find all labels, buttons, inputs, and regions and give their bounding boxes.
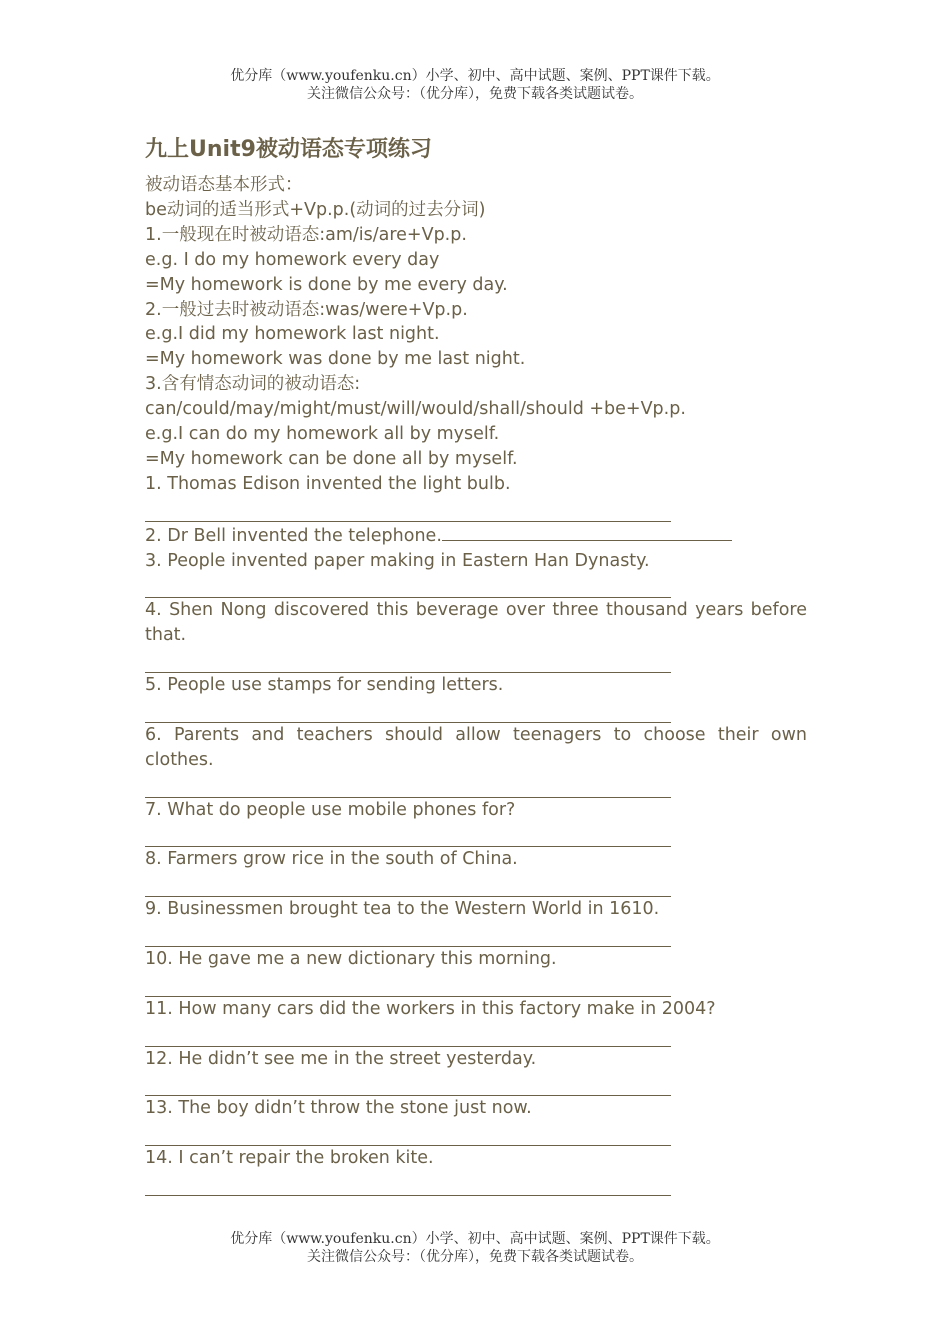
question-7: 7. What do people use mobile phones for? <box>145 799 516 820</box>
grammar-line: can/could/may/might/must/will/would/shall/should +be+Vp.p. <box>145 399 686 420</box>
footer-line-2: 关注微信公众号：（优分库），免费下载各类试题试卷。 <box>307 1249 643 1265</box>
answer-line-10[interactable] <box>145 972 671 997</box>
question-12: 12. He didn’t see me in the street yesterday. <box>145 1048 537 1069</box>
question-5: 5. People use stamps for sending letters. <box>145 675 504 696</box>
question-10: 10. He gave me a new dictionary this morning. <box>145 948 557 969</box>
question-6: 6. Parents and teachers should allow teenagers to choose their own clothes. <box>145 724 807 770</box>
answer-line-2[interactable] <box>442 522 732 541</box>
grammar-line: be动词的适当形式+Vp.p.(动词的过去分词) <box>145 199 486 220</box>
grammar-line: e.g.I did my homework last night. <box>145 324 440 345</box>
grammar-line: =My homework can be done all by myself. <box>145 448 518 469</box>
question-9: 9. Businessmen brought tea to the Western World in 1610. <box>145 899 660 920</box>
grammar-line: 3.含有情态动词的被动语态: <box>145 374 361 395</box>
header-line-2: 关注微信公众号：（优分库），免费下载各类试题试卷。 <box>307 86 643 102</box>
answer-line-4[interactable] <box>145 648 671 673</box>
grammar-line: 被动语态基本形式： <box>145 175 303 195</box>
question-14: 14. I can’t repair the broken kite. <box>145 1148 434 1169</box>
answer-line-7[interactable] <box>145 822 671 847</box>
answer-line-11[interactable] <box>145 1022 671 1047</box>
answer-line-12[interactable] <box>145 1071 671 1096</box>
grammar-line: e.g. I do my homework every day <box>145 249 440 270</box>
header-line-1: 优分库（www.youfenku.cn）小学、初中、高中试题、案例、PPT课件下载。 <box>230 68 720 84</box>
document-body <box>145 135 807 1196</box>
answer-line-14[interactable] <box>145 1171 671 1196</box>
answer-line-8[interactable] <box>145 872 671 897</box>
grammar-line: 2.一般过去时被动语态:was/were+Vp.p. <box>145 299 468 320</box>
grammar-line: e.g.I can do my homework all by myself. <box>145 424 500 445</box>
grammar-line: =My homework was done by me last night. <box>145 349 526 370</box>
page-title: 九上Unit9被动语态专项练习 <box>145 137 432 162</box>
answer-line-9[interactable] <box>145 922 671 947</box>
grammar-line: =My homework is done by me every day. <box>145 274 508 295</box>
question-8: 8. Farmers grow rice in the south of China. <box>145 849 518 870</box>
answer-line-3[interactable] <box>145 573 671 598</box>
page-header <box>0 67 950 103</box>
answer-line-6[interactable] <box>145 773 671 798</box>
page-footer <box>0 1230 950 1266</box>
exercise-list <box>145 472 807 1196</box>
question-3: 3. People invented paper making in Eastern Han Dynasty. <box>145 550 650 571</box>
grammar-section <box>145 173 807 472</box>
answer-line-13[interactable] <box>145 1121 671 1146</box>
answer-line-1[interactable] <box>145 497 671 522</box>
grammar-line: 1.一般现在时被动语态:am/is/are+Vp.p. <box>145 224 467 245</box>
footer-line-1: 优分库（www.youfenku.cn）小学、初中、高中试题、案例、PPT课件下载。 <box>230 1231 720 1247</box>
question-2: 2. Dr Bell invented the telephone. <box>145 522 807 549</box>
question-4: 4. Shen Nong discovered this beverage over three thousand years before that. <box>145 600 807 646</box>
question-13: 13. The boy didn’t throw the stone just now. <box>145 1098 532 1119</box>
answer-line-5[interactable] <box>145 698 671 723</box>
question-11: 11. How many cars did the workers in this factory make in 2004? <box>145 998 716 1019</box>
question-1: 1. Thomas Edison invented the light bulb. <box>145 473 511 494</box>
